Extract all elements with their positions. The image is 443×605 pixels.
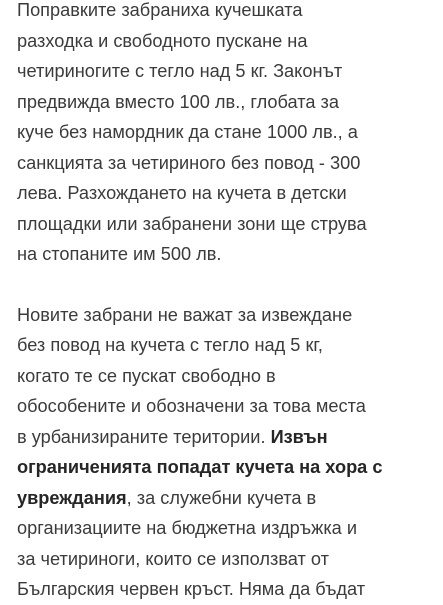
paragraph-1-line: разходка и свободното пускане на <box>17 30 308 51</box>
paragraph-1-line: предвижда вместо 100 лв., глобата за <box>17 91 339 112</box>
paragraph-spacer <box>17 270 437 300</box>
paragraph-2-line <box>17 483 437 514</box>
paragraph-2-line: обособените и обозначени за това места <box>17 396 366 416</box>
paragraph-1-line: Поправките забраниха кучешката <box>17 0 303 20</box>
article-body <box>17 0 437 605</box>
bold-highlight: увреждания <box>17 487 127 508</box>
paragraph-1-line: куче без намордник да стане 1000 лв., а <box>17 122 358 142</box>
regular-text: в урбанизираните територии. <box>17 426 271 447</box>
paragraph-2-line: организациите на бюджетна издръжка и <box>17 518 358 538</box>
paragraph-1-line: санкцията за четириного без повод - 300 <box>17 152 361 173</box>
paragraph-1 <box>17 0 437 270</box>
bold-highlight: ограниченията попадат кучета на хора с <box>17 457 383 477</box>
paragraph-2 <box>17 300 437 605</box>
paragraph-2-line: Българския червен кръст. Няма да бъдат <box>17 579 366 599</box>
paragraph-1-line: площадки или забранени зони ще струва <box>17 213 367 234</box>
paragraph-2-line: без повод на кучета с тегло над 5 кг, <box>17 335 323 355</box>
paragraph-1-line: на стопаните им 500 лв. <box>17 244 222 264</box>
bold-highlight: Извън <box>270 426 328 447</box>
paragraph-2-line: когато те се пускат свободно в <box>17 365 276 386</box>
paragraph-2-line: за четириноги, които се използват от <box>17 548 329 569</box>
regular-text: , за служебни кучета в <box>126 487 317 508</box>
paragraph-2-line: Новите забрани не важат за извеждане <box>17 304 353 325</box>
paragraph-1-line: лева. Разхождането на кучета в детски <box>17 183 347 203</box>
paragraph-2-line <box>17 422 437 453</box>
paragraph-1-line: четириногите с тегло над 5 кг. Законът <box>17 61 343 81</box>
